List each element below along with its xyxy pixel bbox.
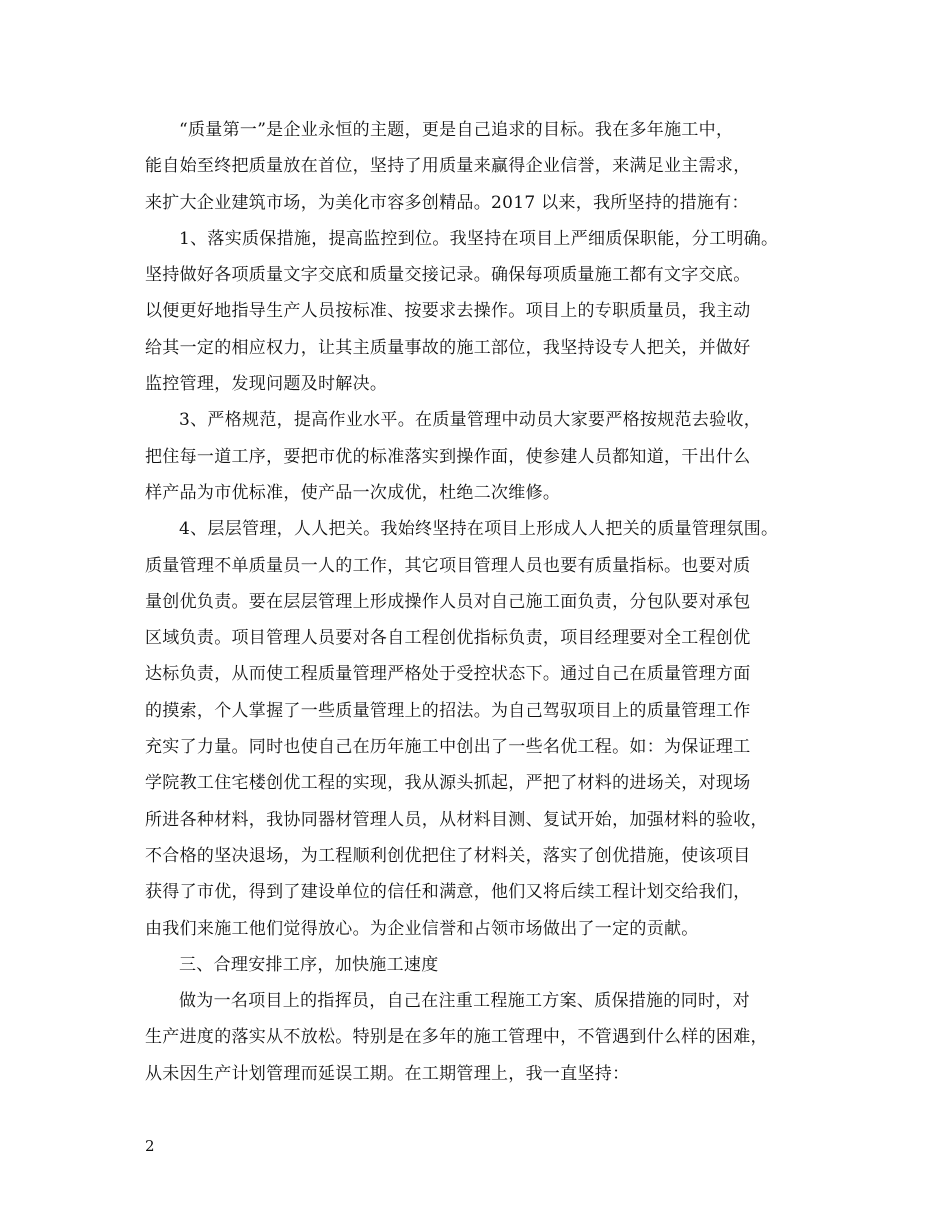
text-line: 1、落实质保措施，提高监控到位。我坚持在项目上严细质保职能，分工明确。 [179,228,779,249]
text-line: “质量第一”是企业永恒的主题，更是自己追求的目标。我在多年施工中， [179,120,734,140]
text-line: 4、层层管理，人人把关。我始终坚持在项目上形成人人把关的质量管理氛围。 [179,519,779,540]
text-line: 样产品为市优标准，使产品一次成优，杜绝二次维修。 [145,482,561,503]
text-line: 监控管理，发现问题及时解决。 [145,374,388,395]
text-line: 量创优负责。要在层层管理上形成操作人员对自己施工面负责，分包队要对承包 [145,591,751,612]
page-number: 2 [145,1137,155,1155]
text-line: 坚持做好各项质量文字交底和质量交接记录。确保每项质量施工都有文字交底。 [145,265,751,286]
text-line: 达标负责，从而使工程质量管理严格处于受控状态下。通过自己在质量管理方面 [145,664,751,685]
text-line: 生产进度的落实从不放松。特别是在多年的施工管理中，不管遇到什么样的困难， [145,1027,768,1048]
document-body [145,112,825,1092]
text-line: 3、严格规范，提高作业水平。在质量管理中动员大家要严格按规范去验收， [179,410,762,431]
text-line: 质量管理不单质量员一人的工作，其它项目管理人员也要有质量指标。也要对质 [145,555,751,576]
text-line: 以便更好地指导生产人员按标准、按要求去操作。项目上的专职质量员，我主动 [145,301,751,322]
text-line: 来扩大企业建筑市场，为美化市容多创精品。2017 以来，我所坚持的措施有： [145,192,749,213]
text-line: 学院教工住宅楼创优工程的实现，我从源头抓起，严把了材料的进场关，对现场 [145,773,751,794]
text-line: 充实了力量。同时也使自己在历年施工中创出了一些名优工程。如：为保证理工 [145,737,751,758]
text-line: 做为一名项目上的指挥员，自己在注重工程施工方案、质保措施的同时，对 [179,991,750,1012]
text-line: 获得了市优，得到了建设单位的信任和满意，他们又将后续工程计划交给我们， [145,882,751,903]
text-line: 的摸索，个人掌握了一些质量管理上的招法。为自己驾驭项目上的质量管理工作 [145,700,751,721]
text-line: 区域负责。项目管理人员要对各自工程创优指标负责，项目经理要对全工程创优 [145,628,751,649]
text-line: 由我们来施工他们觉得放心。为企业信誉和占领市场做出了一定的贡献。 [145,918,699,939]
text-line: 能自始至终把质量放在首位，坚持了用质量来赢得企业信誉，来满足业主需求， [145,156,751,177]
text-line: 给其一定的相应权力，让其主质量事故的施工部位，我坚持设专人把关，并做好 [145,337,751,358]
text-line: 把住每一道工序，要把市优的标准落实到操作面，使参建人员都知道，干出什么 [145,446,751,467]
text-line: 三、合理安排工序，加快施工速度 [179,954,439,975]
text-line: 所进各种材料，我协同器材管理人员，从材料目测、复试开始，加强材料的验收， [145,809,768,830]
text-line: 从未因生产计划管理而延误工期。在工期管理上，我一直坚持： [145,1063,630,1084]
text-line: 不合格的坚决退场，为工程顺利创优把住了材料关，落实了创优措施，使该项目 [145,845,751,866]
